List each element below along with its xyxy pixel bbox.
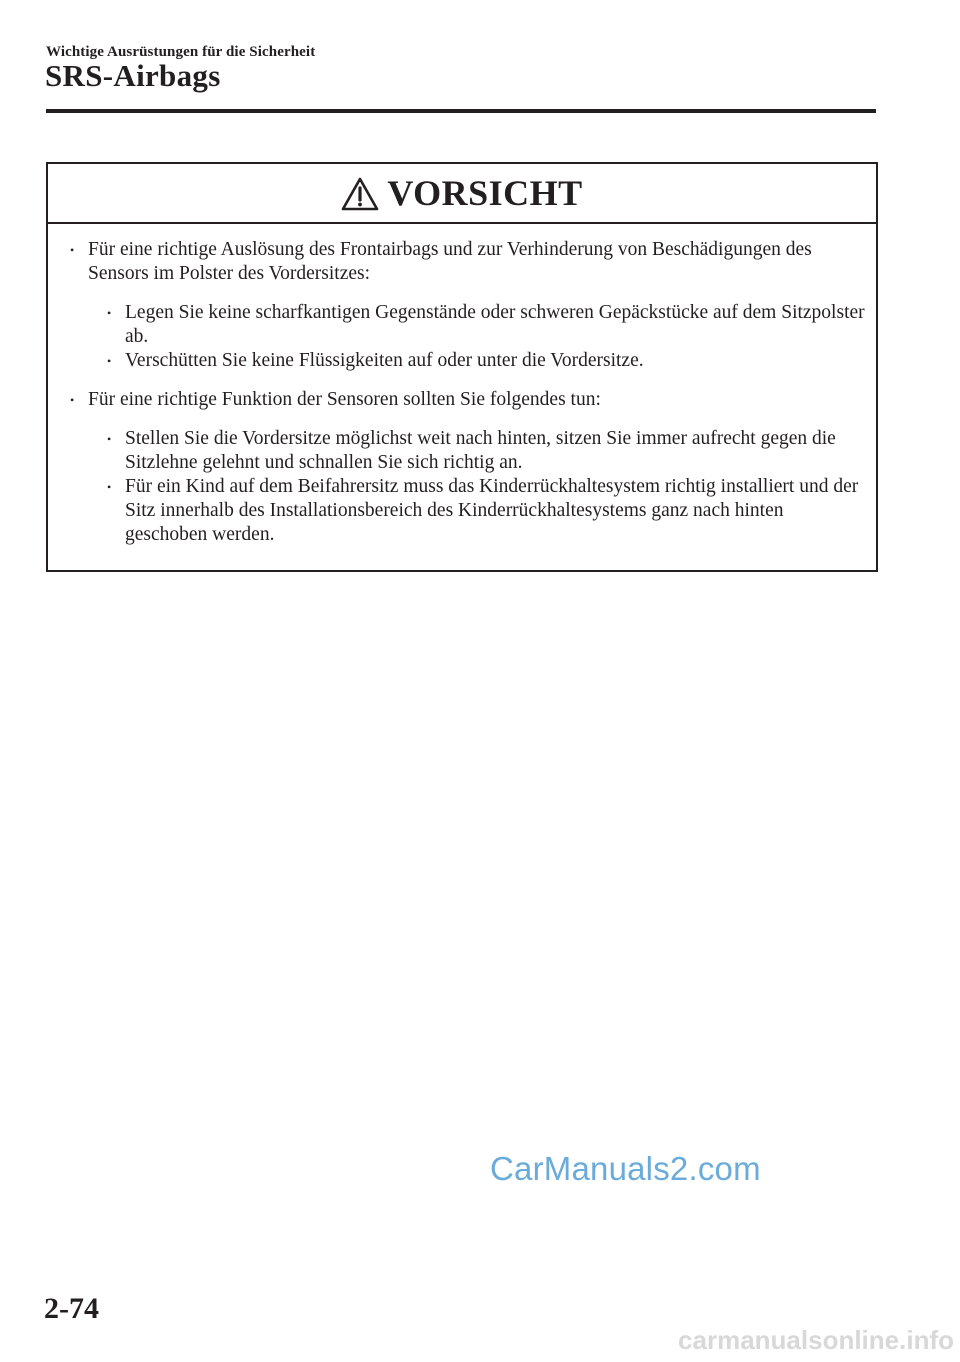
caution-header [48, 164, 876, 224]
sub-list-item [107, 427, 866, 475]
list-item [70, 238, 866, 373]
bullet-icon: • [107, 432, 112, 446]
bullet-icon: • [70, 243, 75, 257]
sub-list-item [107, 475, 866, 547]
watermark-logo: CarManuals2.com [490, 1150, 761, 1187]
sub-list-item-text: Verschütten Sie keine Flüssigkeiten auf oder unter die Vordersitze. [125, 350, 644, 371]
bullet-icon: • [107, 306, 112, 320]
list-item-text: Für eine richtige Auslösung des Frontairbags und zur Verhinderung von Beschädigungen des Sensors im Polster des Vordersitzes: [88, 239, 812, 284]
caution-title: VORSICHT [387, 173, 583, 213]
sub-list [107, 427, 866, 547]
caution-body [48, 224, 876, 547]
sub-list-item-text: Stellen Sie die Vordersitze möglichst weit nach hinten, sitzen Sie immer aufrecht gegen die Sitzlehne gelehnt und schnallen Sie sich richtig an. [125, 428, 836, 473]
bullet-icon: • [70, 393, 75, 407]
footer-watermark: carmanualsonline.info [678, 1325, 954, 1355]
list-item [70, 388, 866, 547]
bullet-icon: • [107, 354, 112, 368]
bullet-icon: • [107, 480, 112, 494]
sub-list-item [107, 301, 866, 349]
page-title: SRS-Airbags [45, 58, 221, 93]
sub-list-item-text: Legen Sie keine scharfkantigen Gegenstände oder schweren Gepäckstücke auf dem Sitzpolster ab. [125, 302, 865, 347]
heading-divider [46, 109, 876, 113]
page-number: 2-74 [44, 1292, 99, 1325]
section-label: Wichtige Ausrüstungen für die Sicherheit [46, 44, 316, 60]
sub-list-item-text: Für ein Kind auf dem Beifahrersitz muss das Kinderrückhaltesystem richtig installiert und der Sitz innerhalb des Installationsbereich des Kinderrückhaltesystems ganz nach hinten geschoben werden. [125, 476, 859, 545]
caution-box [46, 162, 878, 572]
sub-list-item [107, 349, 866, 373]
sub-list [107, 301, 866, 373]
list-item-text: Für eine richtige Funktion der Sensoren sollten Sie folgendes tun: [88, 389, 601, 410]
warning-triangle-icon [341, 177, 379, 211]
